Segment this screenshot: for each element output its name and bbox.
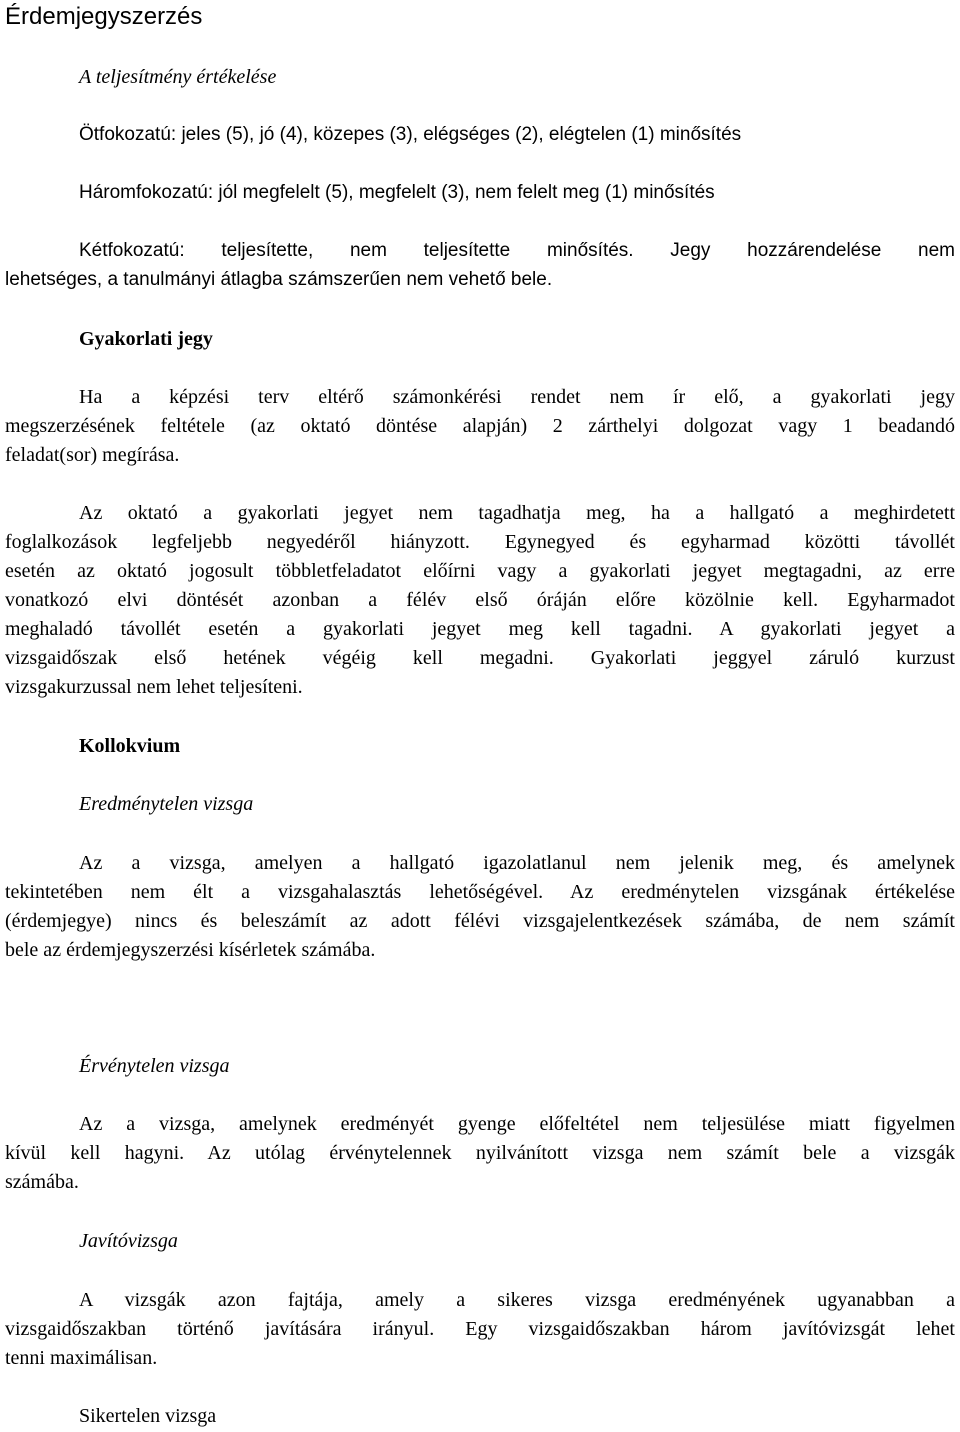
practical-para1-line: Ha a képzési terv eltérő számonkérési rendet nem ír elő, a gyakorlati jegy xyxy=(79,386,955,408)
invalid-exam-line: számába. xyxy=(5,1171,79,1193)
retake-exam-line: A vizsgák azon fajtája, amely a sikeres vizsga eredményének ugyanabban a xyxy=(79,1289,955,1311)
colloquium-heading: Kollokvium xyxy=(79,735,181,757)
practical-para2-line: esetén az oktató jogosult többletfeladatot előírni vagy a gyakorlati jegyet megtagadni, az erre xyxy=(5,560,955,582)
five-level-grading: Ötfokozatú: jeles (5), jó (4), közepes (3), elégséges (2), elégtelen (1) minősítés xyxy=(79,124,742,145)
failed-exam-heading: Sikertelen vizsga xyxy=(79,1405,217,1427)
unsuccessful-exam-line: (érdemjegye) nincs és beleszámít az adott félévi vizsgajelentkezések számába, de nem számít xyxy=(5,910,955,932)
invalid-exam-line: Az a vizsga, amelynek eredményét gyenge előfeltétel nem teljesülése miatt figyelmen xyxy=(79,1113,955,1135)
retake-exam-line: tenni maximálisan. xyxy=(5,1347,158,1369)
unsuccessful-exam-line: tekintetében nem élt a vizsgahalasztás lehetőségével. Az eredménytelen vizsgának értékelése xyxy=(5,881,955,903)
retake-exam-heading: Javítóvizsga xyxy=(79,1230,178,1252)
page-title: Érdemjegyszerzés xyxy=(5,3,203,30)
practical-para1-line: feladat(sor) megírása. xyxy=(5,444,180,466)
unsuccessful-exam-line: bele az érdemjegyszerzési kísérletek számába. xyxy=(5,939,376,961)
two-level-grading-line: Kétfokozatú: teljesítette, nem teljesítette minősítés. Jegy hozzárendelése nem xyxy=(79,240,955,261)
retake-exam-line: vizsgaidőszakban történő javítására irányul. Egy vizsgaidőszakban három javítóvizsgát lehet xyxy=(5,1318,955,1340)
unsuccessful-exam-line: Az a vizsga, amelyen a hallgató igazolatlanul nem jelenik meg, és amelynek xyxy=(79,852,955,874)
practical-para2-line: vizsgakurzussal nem lehet teljesíteni. xyxy=(5,676,303,698)
practical-grade-heading: Gyakorlati jegy xyxy=(79,328,213,350)
practical-para2-line: vizsgaidőszak első hetének végéig kell megadni. Gyakorlati jeggyel záruló kurzust xyxy=(5,647,955,669)
practical-para2-line: vonatkozó elvi döntését azonban a félév első óráján előre közölnie kell. Egyharmadot xyxy=(5,589,955,611)
performance-heading: A teljesítmény értékelése xyxy=(79,66,277,88)
practical-para1-line: megszerzésének feltétele (az oktató döntése alapján) 2 zárthelyi dolgozat vagy 1 beadandó xyxy=(5,415,955,437)
two-level-grading-line: lehetséges, a tanulmányi átlagba számszerűen nem vehető bele. xyxy=(5,269,553,290)
practical-para2-line: meghaladó távollét esetén a gyakorlati jegyet meg kell tagadni. A gyakorlati jegyet a xyxy=(5,618,955,640)
three-level-grading: Háromfokozatú: jól megfelelt (5), megfelelt (3), nem felelt meg (1) minősítés xyxy=(79,182,715,203)
unsuccessful-exam-heading: Eredménytelen vizsga xyxy=(79,793,254,815)
invalid-exam-line: kívül kell hagyni. Az utólag érvénytelennek nyilvánított vizsga nem számít bele a vizsgák xyxy=(5,1142,955,1164)
practical-para2-line: foglalkozások legfeljebb negyedéről hiányzott. Egynegyed és egyharmad közötti távollét xyxy=(5,531,955,553)
invalid-exam-heading: Érvénytelen vizsga xyxy=(79,1055,230,1077)
practical-para2-line: Az oktató a gyakorlati jegyet nem tagadhatja meg, ha a hallgató a meghirdetett xyxy=(79,502,955,524)
